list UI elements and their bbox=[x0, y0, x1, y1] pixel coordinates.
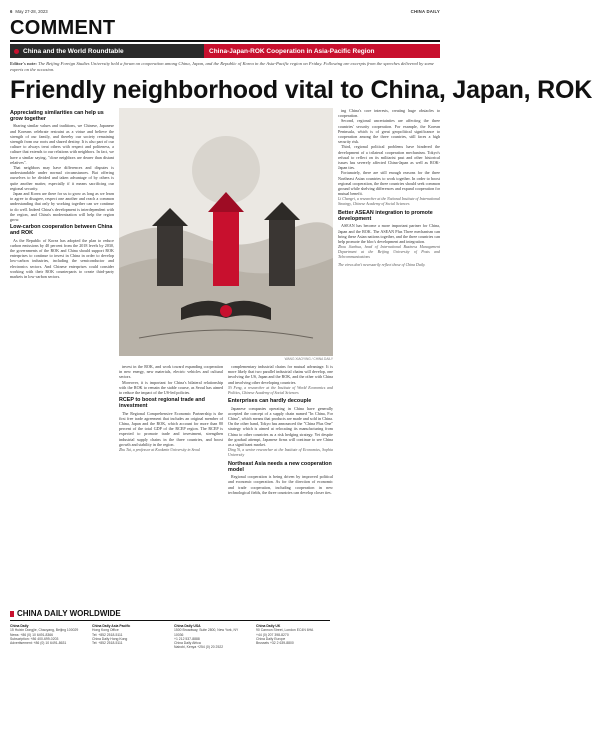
masthead-brand: CHINA DAILY bbox=[410, 9, 440, 14]
column-1 bbox=[10, 108, 114, 279]
paragraph: As the Republic of Korea has adopted the plan to reduce carbon emissions by 40 percent from the 2018 levels by 2030, the governments of the ROK and China should support ROK enterprises to continue to invest in China in order to develop low-carbon industries, including the semiconductor and electronics sectors. And Chinese enterprises could consider working with their ROK counterparts to create third-party markets in low-carbon sectors. bbox=[10, 237, 114, 280]
page-header bbox=[10, 7, 440, 16]
column-2 bbox=[119, 364, 223, 456]
footer-title bbox=[10, 609, 121, 618]
subhead: RCEP to boost regional trade and investment bbox=[119, 397, 205, 410]
byline: Li Chengri, a researcher at the National Institute of International Strategy, Chinese Academy of Social Sciences bbox=[338, 197, 440, 207]
series-subtitle: China-Japan-ROK Cooperation in Asia-Pacific Region bbox=[204, 44, 440, 58]
headline: Friendly neighborhood vital to China, Japan, ROK bbox=[10, 76, 592, 104]
paragraph: invest in the ROK, and work toward expanding cooperation in new energy, new materials, electric vehicles and cultural sectors. bbox=[119, 364, 223, 380]
office-name: China Daily bbox=[10, 624, 29, 628]
office-line: News: +86 (0) 10 6491-8366 bbox=[10, 632, 54, 637]
office-uk bbox=[256, 624, 328, 645]
subhead: Low-carbon cooperation between China and ROK bbox=[10, 224, 113, 237]
subhead: Appreciating similarities can help us grow together bbox=[10, 110, 104, 123]
byline: Zhou Jianhua, head of International Business Management Department at the Beijing University of Posts and Telecommunications bbox=[338, 245, 440, 259]
paragraph: Second, regional uncertainties are affecting the three countries' security cooperation. For example, the Korean Peninsula, which is of great geopolitical significance to cooperation among the three countries, still faces a high security risk. bbox=[338, 118, 440, 145]
office-line: Subscription: +86 400-699-0203 bbox=[10, 636, 59, 641]
paragraph: Third, regional political problems have hindered the development of a trilateral cooperation mechanism. Tokyo's refusal to reflect on its militarist past and other historical issues has severely affected China-Japan as well as ROK-Japan ties. bbox=[338, 144, 440, 171]
office-name: China Daily Asia Pacific bbox=[92, 624, 131, 628]
column-4 bbox=[338, 108, 440, 270]
paragraph: That neighbors may have differences and disputes is understandable under normal circumstances. But offering ourselves to be divided and taken advantage of by others is quite another matter, especially if it means sacrificing our regional security. bbox=[10, 165, 114, 191]
editor-note-label: Editor's note: bbox=[10, 61, 37, 66]
series-dot-icon bbox=[14, 49, 19, 54]
office-line: +44 (0) 207 398-8270 bbox=[256, 632, 289, 637]
illustration bbox=[119, 108, 333, 356]
office-line: Brussels +32 2 639-8800 bbox=[256, 641, 294, 646]
office-line: +1 212 537-8888 bbox=[174, 636, 200, 641]
office-beijing bbox=[10, 624, 82, 645]
editor-note-text: The Beijing Foreign Studies University held a forum on cooperation among China, Japan, and the Republic of Korea in the Asia-Pacific region on Friday. Following are excerpts from the speeches delivered by some experts on the occasion. bbox=[10, 61, 434, 72]
office-asia-pacific bbox=[92, 624, 164, 645]
handshake-illustration bbox=[119, 108, 333, 356]
office-line: 1500 Broadway, Suite 2800, New York, NY 10036 bbox=[174, 628, 239, 637]
footer-rule bbox=[10, 620, 330, 621]
issue-date: May 27-28, 2023 bbox=[15, 9, 48, 14]
series-banner bbox=[10, 44, 440, 58]
office-usa bbox=[174, 624, 246, 650]
office-line: 15 Huixin Dongjie, Chaoyang, Beijing 100029 bbox=[10, 628, 79, 633]
office-name: China Daily USA bbox=[174, 624, 201, 628]
paragraph: Japanese companies operating in China have generally accepted the concept of a supply chain named "In China, For China", which means that products are made and sold in China. On the other hand, Tokyo has announced the "China Plus One" strategy which is aimed at relocating its manufacturing from China to other countries as a risk hedging strategy. Yet despite the gradual attempt, Japanese firms will continue to see China as a significant market. bbox=[228, 405, 333, 448]
subhead: Enterprises can hardly decouple bbox=[228, 398, 312, 405]
paragraph: ing China's core interests, creating huge obstacles to cooperation. bbox=[338, 108, 440, 119]
column-3 bbox=[228, 364, 333, 495]
office-line: Tel: +852 2518-5111 bbox=[92, 632, 123, 637]
paragraph: Moreover, it is important for China's bilateral relationship with the ROK to remain the stable course, as Seoul has aimed to reduce the impact of the US-led policies. bbox=[119, 379, 223, 396]
footer bbox=[10, 609, 440, 741]
disclaimer: The views don't necessarily reflect those of China Daily. bbox=[338, 262, 426, 267]
office-line: Tel: +852 2518-5111 bbox=[92, 641, 123, 646]
office-line: China Daily Europe bbox=[256, 636, 286, 641]
editor-note bbox=[10, 61, 440, 73]
office-line: Nairobi, Kenya +254 (0) 20 2522 bbox=[174, 645, 224, 650]
subhead: Better ASEAN integration to promote development bbox=[338, 210, 433, 223]
paragraph: Japan and Korea are there for us to grow as long as we learn to agree to disagree, respect one another and reach a common understanding that only by working together can we continue to do well. Indeed China's development is interdependent with the region, and China's modernization will help the region grow. bbox=[10, 191, 114, 223]
page-number: 6 bbox=[10, 9, 13, 14]
byline: Zhu Tai, a professor at Kookmin University in Seoul bbox=[119, 448, 201, 453]
footer-title-text: CHINA DAILY WORLDWIDE bbox=[17, 609, 121, 618]
paragraph: Sharing similar values and traditions, we Chinese, Japanese and Koreans celebrate restraint as a virtue and believe the strength of our family, and thereby our society remaining strength from our roots and shared destiny. It is also part of our culture to always treat others with respect and politeness, a culture that extends to our relations with neighbors. In fact, we have a similar saying, "close neighbors are dearer than distant relatives". bbox=[10, 123, 114, 165]
paragraph: Regional cooperation is being driven by improved political and economic cooperation. As for the direction of economic and trade cooperation, including cooperation in new technological fields, the three countries can develop closer ties. bbox=[228, 474, 333, 495]
office-line: China Daily Africa bbox=[174, 641, 201, 646]
series-title: China and the World Roundtable bbox=[23, 47, 124, 55]
paragraph: The Regional Comprehensive Economic Partnership is the first free trade agreement that includes an original member of China, Japan and the ROK, which account for more than 80 percent of the total GDP of the RCEP region. The RCEP is expected to promote trade and investment, strengthen industrial supply chains in the three countries, and boost growth and stability in the region. bbox=[119, 410, 223, 447]
office-name: China Daily UK bbox=[256, 624, 281, 628]
section-title: COMMENT bbox=[10, 17, 116, 39]
subhead: Northeast Asia needs a new cooperation model bbox=[228, 460, 332, 474]
byline: Ni Feng, a researcher at the Institute of World Economics and Politics, Chinese Academy of Social Sciences bbox=[228, 385, 333, 395]
paragraph: Fortunately, there are still enough reasons for the three Northeast Asian countries to work together. In order to boost regional cooperation, the three countries should seek common ground while shelving differences and expand cooperation for mutual benefit. bbox=[338, 170, 440, 197]
paragraph: ASEAN has become a more important partner for China, Japan and the ROK. The ASEAN Plus Three mechanism can bring these Asian nations together, and the three countries can help promote the bloc's development and integration. bbox=[338, 223, 440, 245]
office-line: Advertisement: +86 (0) 10 6491-8631 bbox=[10, 641, 67, 646]
office-line: Hong Kong Office bbox=[92, 628, 119, 633]
section-rule bbox=[10, 40, 440, 42]
office-line: China Daily Hong Kong bbox=[92, 636, 128, 641]
footer-marker-icon bbox=[10, 611, 14, 617]
paragraph: complementary industrial chains for mutual advantage. It is more likely that two parallel industrial chains will develop, one involving the US, Japan and the ROK, and the other with China and involving other developing countries. bbox=[228, 364, 333, 385]
office-line: 90 Cannon Street, London EC4N 6HA bbox=[256, 628, 314, 633]
byline: Ding Yi, a senior researcher at the Institute of Economics, Sophia University bbox=[228, 448, 333, 458]
illustration-credit: WANG XIAOYING / CHINA DAILY bbox=[284, 357, 333, 361]
series-title-block bbox=[10, 44, 204, 58]
